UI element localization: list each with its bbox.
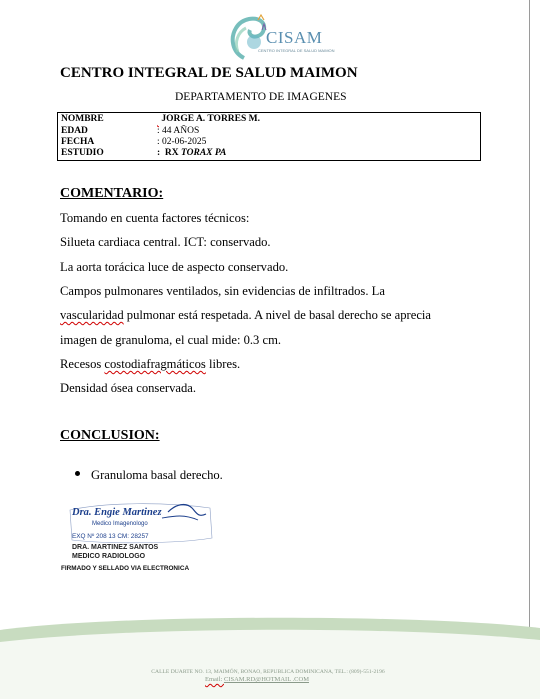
signature-stamp xyxy=(66,498,216,546)
name-label: NOMBRE xyxy=(61,114,104,124)
comment-line-1: Tomando en cuenta factores técnicos: xyxy=(60,211,250,225)
comment-line-5 xyxy=(60,308,431,323)
patient-info-box xyxy=(57,112,481,161)
page-title: CENTRO INTEGRAL DE SALUD MAIMON xyxy=(60,65,358,81)
footer-email-prefix: Email: xyxy=(205,676,224,683)
spell-flagged-word: costodiafragmáticos xyxy=(104,357,206,371)
age-value: : 44 AÑOS xyxy=(157,126,200,136)
page-border xyxy=(529,0,530,699)
comment-line-7 xyxy=(60,357,240,372)
signature-note: FIRMADO Y SELLADO VIA ELECTRONICA xyxy=(61,565,190,572)
conclusion-heading: CONCLUSION: xyxy=(60,428,160,443)
comment-line-7-end: libres. xyxy=(205,357,241,371)
logo-wordmark: CISAM xyxy=(266,28,323,47)
signer-name: DRA. MARTINEZ SANTOS xyxy=(72,544,159,551)
signature-handwriting: Dra. Engie Martinez xyxy=(72,507,162,518)
logo-subtitle: CENTRO INTEGRAL DE SALUD MAIMON xyxy=(258,48,335,53)
name-value xyxy=(157,114,260,126)
footer-wave xyxy=(0,600,540,699)
spell-mark-icon xyxy=(157,117,159,123)
comment-line-7-start: Recesos xyxy=(60,357,105,371)
conclusion-item: Granuloma basal derecho. xyxy=(91,468,223,482)
signer-role: MEDICO RADIOLOGO xyxy=(72,553,146,560)
bullet-icon xyxy=(75,471,80,476)
patient-name: JORGE A. TORRES M. xyxy=(161,114,261,124)
study-name: TORAX PA xyxy=(181,148,227,158)
study-prefix: : RX xyxy=(157,148,182,158)
footer-address: CALLE DUARTE NO. 13, MAIMÓN, BONAO, REPUBLICA DOMINICANA, TEL.: (809)-551-2196 xyxy=(151,669,385,675)
study-value xyxy=(157,148,226,159)
stamp-role: Medico Imagenologo xyxy=(92,521,148,527)
footer-email-address[interactable]: CISAM.RD@HOTMAIL .COM xyxy=(223,676,309,683)
footer-email xyxy=(205,676,309,683)
study-label: ESTUDIO xyxy=(61,148,104,158)
comment-line-4: Campos pulmonares ventilados, sin evidencias de infiltrados. La xyxy=(60,284,385,298)
stamp-exequatur: EXQ Nº 208 13 CM: 28257 xyxy=(72,533,149,540)
comment-line-5-rest: pulmonar está respetada. A nivel de basal derecho se aprecia xyxy=(123,308,432,322)
comment-line-2: Silueta cardiaca central. ICT: conservado. xyxy=(60,235,271,249)
spell-flagged-word: vascularidad xyxy=(60,308,124,322)
department-subtitle: DEPARTAMENTO DE IMAGENES xyxy=(175,91,347,103)
comment-line-6: imagen de granuloma, el cual mide: 0.3 cm. xyxy=(60,333,282,347)
comment-line-3: La aorta torácica luce de aspecto conservado. xyxy=(60,260,289,274)
date-label: FECHA xyxy=(61,137,95,147)
date-value: : 02-06-2025 xyxy=(157,137,207,147)
comment-heading: COMENTARIO: xyxy=(60,186,164,201)
comment-line-8: Densidad ósea conservada. xyxy=(60,381,197,395)
age-label: EDAD xyxy=(61,126,88,136)
